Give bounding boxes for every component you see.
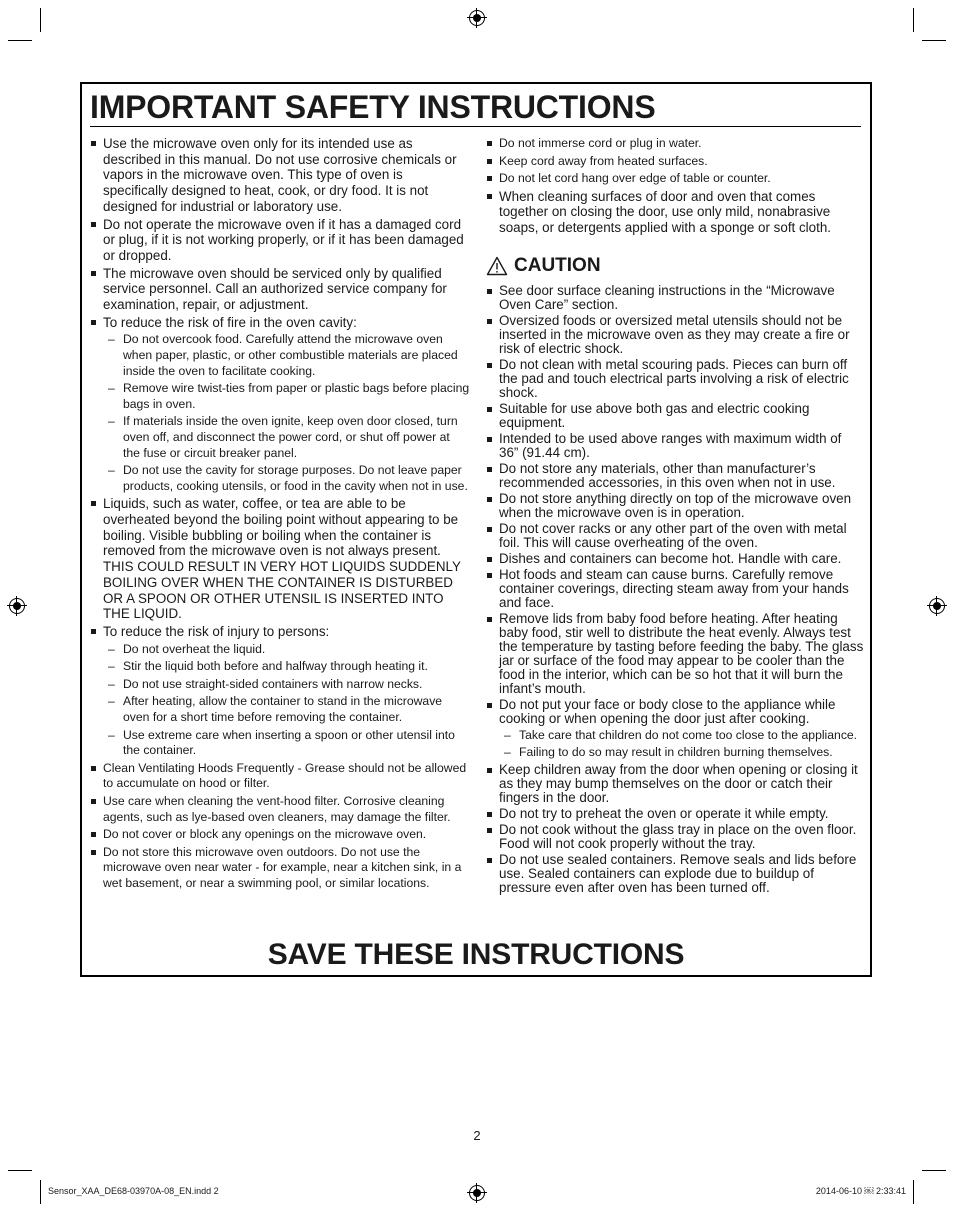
list-item bbox=[486, 154, 864, 170]
registration-mark-icon bbox=[929, 598, 945, 614]
list-item bbox=[90, 845, 470, 892]
crop-mark bbox=[913, 1180, 914, 1204]
list-item bbox=[486, 189, 864, 236]
list-item bbox=[486, 171, 864, 187]
list-item-text: To reduce the risk of injury to persons: bbox=[103, 624, 330, 639]
list-item-text: Do not clean with metal scouring pads. Pieces can burn off the pad and touch electrical parts involving a risk of electric shock. bbox=[499, 356, 849, 400]
crop-mark bbox=[922, 40, 946, 41]
list-item-text: Do not cover or block any openings on the microwave oven. bbox=[103, 827, 427, 842]
left-column bbox=[90, 136, 470, 894]
list-item-text: Intended to be used above ranges with maximum width of 36” (91.44 cm). bbox=[499, 430, 842, 460]
caution-heading bbox=[486, 254, 864, 278]
sub-list-item: – Failing to do so may result in children burning themselves. bbox=[499, 745, 864, 761]
save-instructions-heading: SAVE THESE INSTRUCTIONS bbox=[267, 938, 685, 971]
print-timestamp: 2014-06-10 ￼ 2:33:41 bbox=[815, 1186, 906, 1196]
list-item-text: Do not use sealed containers. Remove seals and lids before use. Sealed containers can explode due to buildup of pressure even after oven has been turned off. bbox=[499, 852, 857, 896]
list-item-text: The microwave oven should be serviced only by qualified service personnel. Call an authorized service company for examination, repair, or adjustment. bbox=[103, 265, 447, 313]
list-item-text: Keep children away from the door when opening or closing it as they may bump themselves on the door or catch their fingers in the door. bbox=[499, 762, 858, 806]
sub-list-item: – After heating, allow the container to stand in the microwave oven for a short time before removing the container. bbox=[103, 694, 470, 725]
sub-list-item: – Take care that children do not come too close to the appliance. bbox=[499, 728, 864, 744]
list-item bbox=[90, 315, 470, 495]
list-item bbox=[486, 314, 864, 356]
caution-bullet-list bbox=[486, 284, 864, 895]
list-item-text: Do not try to preheat the oven or operate it while empty. bbox=[499, 806, 829, 822]
list-item bbox=[486, 763, 864, 805]
registration-mark-icon bbox=[469, 10, 485, 26]
list-item bbox=[90, 266, 470, 313]
list-item-text: Liquids, such as water, coffee, or tea are able to be overheated beyond the boiling point without appearing to be boiling. Visible bubbling or boiling when the container is removed from the microwave oven is not always present. THIS COULD RESULT IN VERY HOT LIQUIDS SUDDENLY BOILING OVER WHEN THE CONTAINER IS DISTURBED OR A SPOON OR OTHER UTENSIL IS INSERTED INTO THE LIQUID. bbox=[103, 496, 461, 622]
list-item bbox=[486, 612, 864, 696]
list-item-text: Suitable for use above both gas and electric cooking equipment. bbox=[499, 400, 810, 430]
list-item bbox=[486, 522, 864, 550]
crop-mark bbox=[40, 1180, 41, 1204]
crop-mark bbox=[913, 8, 914, 32]
list-item-text: Clean Ventilating Hoods Frequently - Grease should not be allowed to accumulate on hood or filter. bbox=[103, 760, 467, 791]
sub-list-item: – Stir the liquid both before and halfway through heating it. bbox=[103, 659, 470, 675]
sub-list-item: – Do not use straight-sided containers with narrow necks. bbox=[103, 677, 470, 693]
list-item-text: Use the microwave oven only for its intended use as described in this manual. Do not use corrosive chemicals or vapors in the microwave oven. This type of oven is specifically designed to heat, cook, or dry food. It is not designed for industrial or laboratory use. bbox=[103, 136, 457, 214]
sub-list-item: – If materials inside the oven ignite, keep oven door closed, turn oven off, and disconnect the power cord, or shut off power at the fuse or circuit breaker panel. bbox=[103, 414, 470, 461]
list-item-text: Do not operate the microwave oven if it has a damaged cord or plug, if it is not working properly, or if it has been damaged or dropped. bbox=[103, 216, 464, 263]
list-item bbox=[90, 761, 470, 792]
sub-list-item: – Do not overcook food. Carefully attend the microwave oven when paper, plastic, or other combustible materials are placed inside the oven to facilitate cooking. bbox=[103, 332, 470, 379]
list-item-text: When cleaning surfaces of door and oven that comes together on closing the door, use only mild, nonabrasive soaps, or detergents applied with a sponge or soft cloth. bbox=[499, 188, 831, 236]
list-item-text: See door surface cleaning instructions in the “Microwave Oven Care” section. bbox=[499, 282, 835, 312]
list-item-text: Use care when cleaning the vent-hood filter. Corrosive cleaning agents, such as lye-based oven cleaners, may damage the filter. bbox=[103, 794, 451, 824]
list-item-text: Do not let cord hang over edge of table or counter. bbox=[499, 171, 771, 186]
crop-mark bbox=[922, 1170, 946, 1171]
sub-list-item: – Do not use the cavity for storage purposes. Do not leave paper products, cooking utensils, or food in the cavity when not in use. bbox=[103, 463, 470, 494]
sub-list bbox=[103, 642, 470, 759]
list-item bbox=[486, 136, 864, 152]
list-item bbox=[486, 284, 864, 312]
list-item-text: Do not store anything directly on top of the microwave oven when the microwave oven is in operation. bbox=[499, 490, 852, 520]
list-item bbox=[90, 496, 470, 622]
list-item bbox=[486, 568, 864, 610]
sub-list bbox=[103, 332, 470, 494]
list-item bbox=[486, 698, 864, 761]
list-item-text: Do not store this microwave oven outdoors. Do not use the microwave oven near water - for example, near a kitchen sink, in a wet basement, or near a swimming pool, or similar locations. bbox=[103, 844, 462, 891]
list-item-text: Do not cook without the glass tray in place on the oven floor. Food will not cook properly without the tray. bbox=[499, 822, 857, 852]
list-item-text: Oversized foods or oversized metal utensils should not be inserted in the microwave oven as they may create a fire or risk of electric shock. bbox=[499, 312, 850, 356]
list-item bbox=[486, 402, 864, 430]
right-bullet-list bbox=[486, 136, 864, 236]
list-item-text: Keep cord away from heated surfaces. bbox=[499, 153, 708, 168]
list-item bbox=[90, 136, 470, 215]
list-item bbox=[486, 552, 864, 566]
list-item bbox=[90, 217, 470, 264]
crop-mark bbox=[8, 1170, 32, 1171]
page-title: IMPORTANT SAFETY INSTRUCTIONS bbox=[90, 88, 861, 127]
registration-mark-icon bbox=[469, 1185, 485, 1201]
list-item-text: Do not store any materials, other than manufacturer’s recommended accessories, in this oven when not in use. bbox=[499, 460, 836, 490]
list-item bbox=[90, 827, 470, 843]
sub-list-item: – Do not overheat the liquid. bbox=[103, 642, 470, 658]
list-item bbox=[90, 624, 470, 759]
registration-mark-icon bbox=[9, 598, 25, 614]
sub-list bbox=[499, 728, 864, 761]
list-item bbox=[486, 462, 864, 490]
file-slug: Sensor_XAA_DE68-03970A-08_EN.indd 2 bbox=[48, 1186, 219, 1196]
crop-mark bbox=[40, 8, 41, 32]
list-item-text: Hot foods and steam can cause burns. Carefully remove container coverings, directing steam away from your hands and face. bbox=[499, 566, 849, 610]
list-item bbox=[486, 358, 864, 400]
left-bullet-list bbox=[90, 136, 470, 892]
list-item bbox=[486, 853, 864, 895]
warning-triangle-icon bbox=[486, 256, 508, 276]
caution-label: CAUTION bbox=[514, 254, 601, 276]
list-item-text: Do not immerse cord or plug in water. bbox=[499, 136, 702, 150]
list-item-text: Dishes and containers can become hot. Handle with care. bbox=[499, 550, 842, 566]
list-item bbox=[486, 807, 864, 821]
list-item bbox=[486, 432, 864, 460]
list-item-text: Remove lids from baby food before heating. After heating baby food, stir well to distribute the heat evenly. Always test the temperature by tasting before feeding the baby. The glass jar or surface of the food may appear to be cooler than the food in the interior, which can be so hot that it will burn the infant’s mouth. bbox=[499, 610, 864, 696]
right-column bbox=[486, 136, 864, 897]
list-item bbox=[486, 823, 864, 851]
list-item-text: To reduce the risk of fire in the oven cavity: bbox=[103, 314, 357, 330]
sub-list-item: – Use extreme care when inserting a spoon or other utensil into the container. bbox=[103, 728, 470, 759]
page-number: 2 bbox=[473, 1128, 481, 1143]
list-item-text: Do not put your face or body close to the appliance while cooking or when opening the door just after cooking. bbox=[499, 696, 836, 726]
list-item-text: Do not cover racks or any other part of the oven with metal foil. This will cause overheating of the oven. bbox=[499, 520, 847, 550]
sub-list-item: – Remove wire twist-ties from paper or plastic bags before placing bags in oven. bbox=[103, 381, 470, 412]
list-item bbox=[486, 492, 864, 520]
crop-mark bbox=[8, 40, 32, 41]
list-item bbox=[90, 794, 470, 825]
